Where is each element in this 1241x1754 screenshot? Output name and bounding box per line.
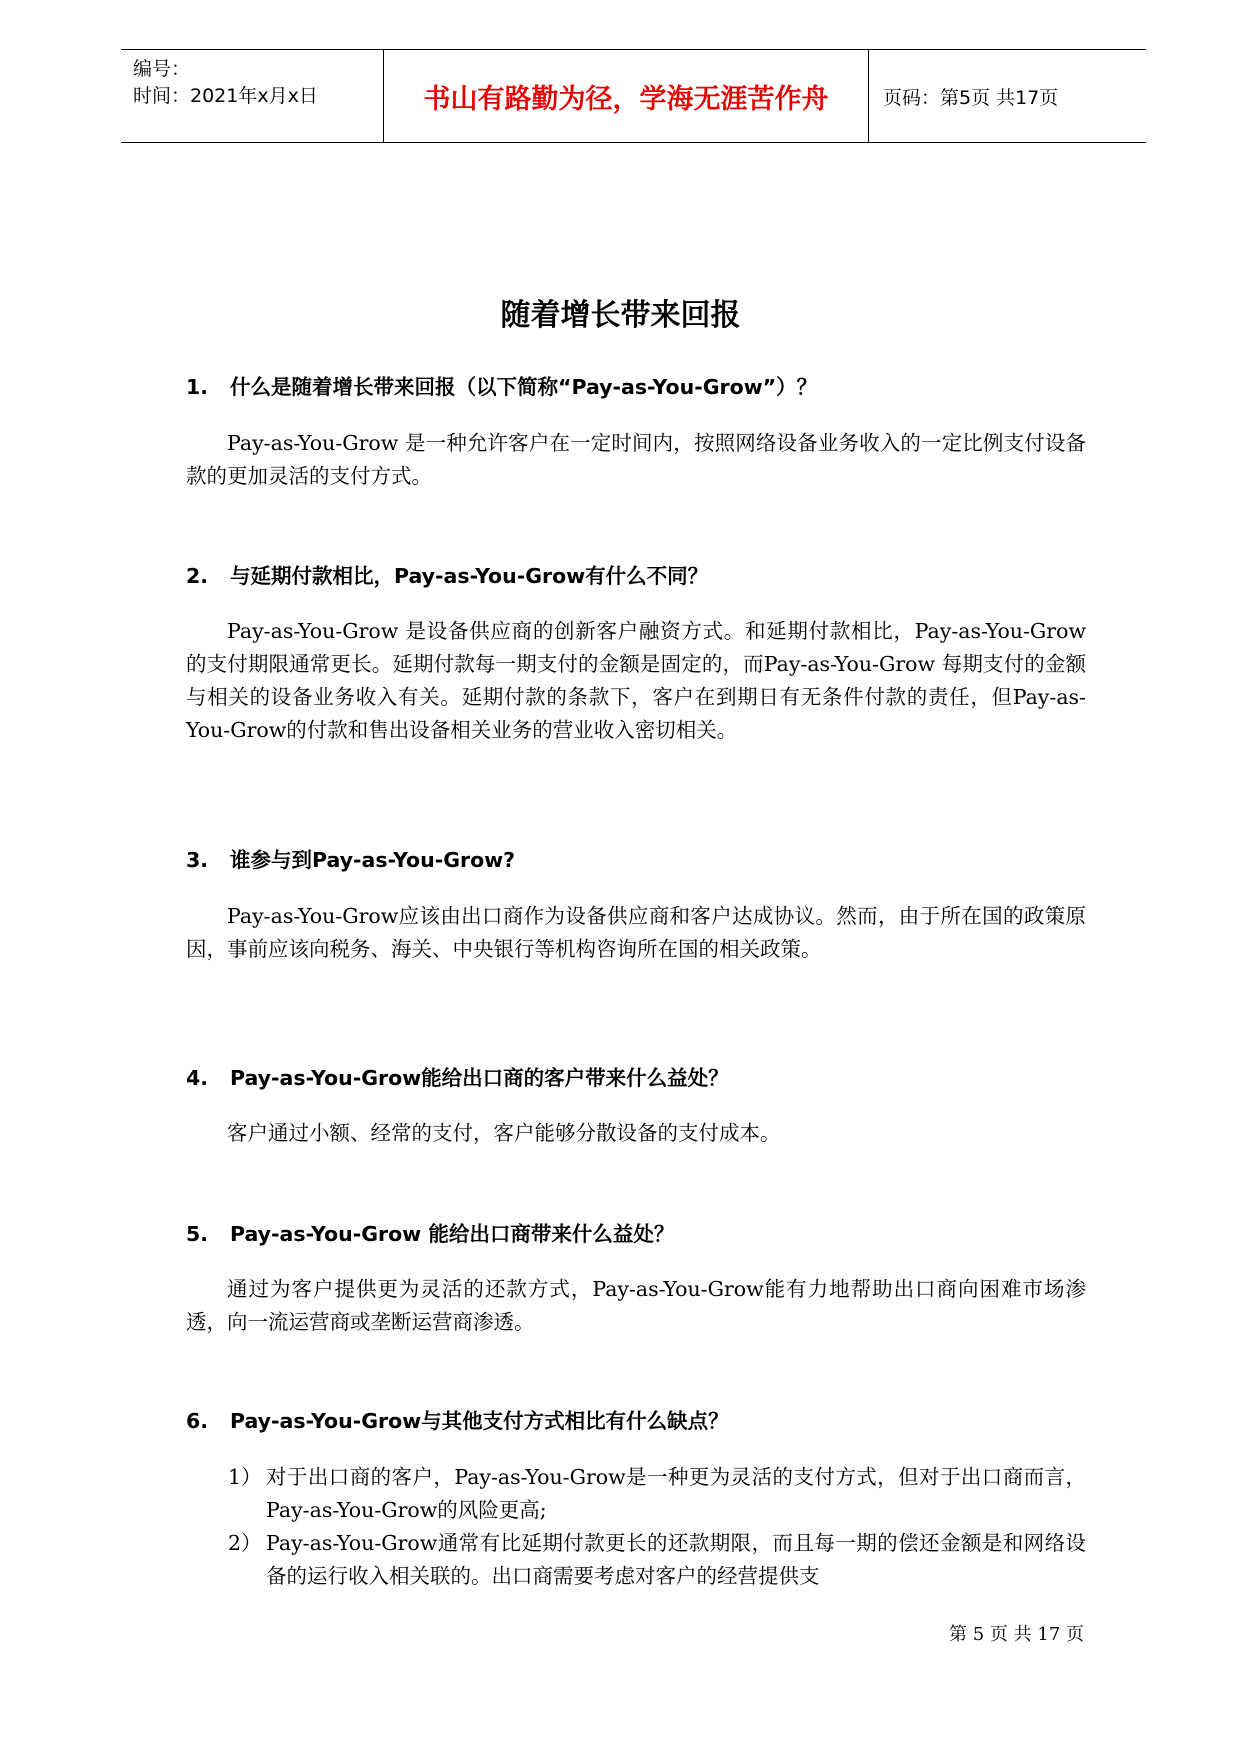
list-item	[228, 1527, 1086, 1593]
question-6	[186, 1404, 1086, 1434]
header-motto: 书山有路勤为径，学海无涯苦作舟	[384, 50, 869, 142]
question-number: 3.	[186, 848, 209, 872]
question-number: 2.	[186, 564, 209, 588]
page-header	[121, 49, 1146, 143]
question-number: 1.	[186, 375, 209, 399]
question-4	[186, 1061, 1086, 1091]
question-text: Pay-as-You-Grow能给出口商的客户带来什么益处？	[230, 1066, 729, 1090]
question-text: 谁参与到Pay-as-You-Grow?	[230, 848, 516, 872]
question-text: 什么是随着增长带来回报（以下简称“Pay-as-You-Grow”）？	[230, 375, 818, 399]
header-page-label: 页码：第5页 共17页	[883, 86, 1059, 109]
list-marker: 2）	[228, 1531, 262, 1555]
list-item	[228, 1461, 1086, 1527]
header-meta	[121, 50, 384, 142]
answer-4: 客户通过小额、经常的支付，客户能够分散设备的支付成本。	[227, 1121, 781, 1145]
question-2	[186, 559, 1086, 589]
answer-5: 通过为客户提供更为灵活的还款方式，Pay-as-You-Grow能有力地帮助出口商向困难市场渗透，向一流运营商或垄断运营商渗透。	[186, 1277, 1086, 1334]
question-text: Pay-as-You-Grow与其他支付方式相比有什么缺点？	[230, 1409, 729, 1433]
list-item-text: Pay-as-You-Grow通常有比延期付款更长的还款期限，而且每一期的偿还金额是和网络设备的运行收入相关联的。出口商需要考虑对客户的经营提供支	[266, 1531, 1086, 1588]
question-number: 5.	[186, 1222, 209, 1246]
answer-2: Pay-as-You-Grow 是设备供应商的创新客户融资方式。和延期付款相比，Pay-as-You-Grow 的支付期限通常更长。延期付款每一期支付的金额是固定的，而Pay-as-You-Grow 每期支付的金额与相关的设备业务收入有关。延期付款的条款下，客户在到期日有无条件付款的责任，但Pay-as-You-Grow的付款和售出设备相关业务的营业收入密切相关。	[186, 619, 1086, 742]
question-5	[186, 1217, 1086, 1247]
question-3	[186, 843, 1086, 873]
time-label: 时间：2021年x月x日	[133, 85, 318, 107]
question-number: 6.	[186, 1409, 209, 1433]
number-label: 编号：	[133, 58, 191, 80]
list-item-text: 对于出口商的客户，Pay-as-You-Grow是一种更为灵活的支付方式，但对于出口商而言，Pay-as-You-Grow的风险更高;	[266, 1465, 1086, 1522]
page-footer: 第 5 页 共 17 页	[949, 1624, 1084, 1645]
answer-6-list	[228, 1461, 1086, 1593]
answer-3: Pay-as-You-Grow应该由出口商作为设备供应商和客户达成协议。然而，由于所在国的政策原因，事前应该向税务、海关、中央银行等机构咨询所在国的相关政策。	[186, 904, 1086, 961]
question-text: 与延期付款相比，Pay-as-You-Grow有什么不同？	[230, 564, 709, 588]
question-number: 4.	[186, 1066, 209, 1090]
document-title: 随着增长带来回报	[500, 298, 741, 333]
question-1	[186, 370, 1086, 400]
answer-1: Pay-as-You-Grow 是一种允许客户在一定时间内，按照网络设备业务收入的一定比例支付设备款的更加灵活的支付方式。	[186, 431, 1086, 488]
question-text: Pay-as-You-Grow 能给出口商带来什么益处？	[230, 1222, 675, 1246]
list-marker: 1）	[228, 1465, 262, 1489]
